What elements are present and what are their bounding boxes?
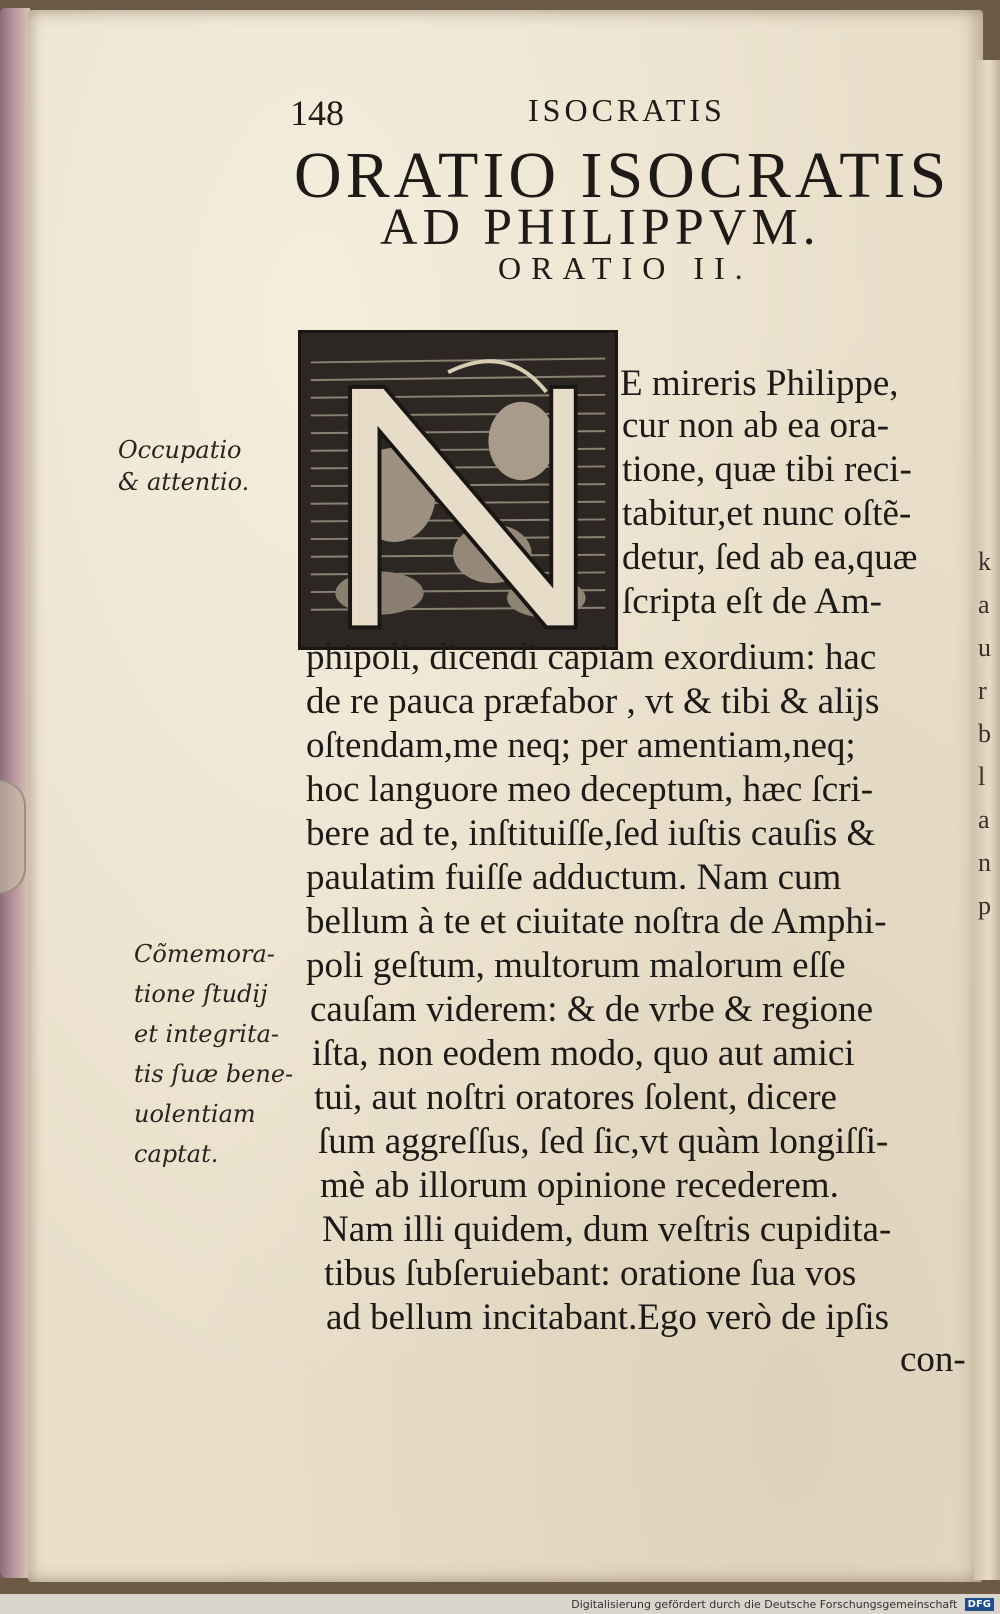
fragment: p [978, 891, 991, 920]
text-line: cauſam viderem: & de vrbe & regione [310, 989, 874, 1030]
catchword: con- [900, 1339, 966, 1380]
text-line: tui, aut noſtri oratores ſolent, dicere [314, 1077, 837, 1118]
running-title: ISOCRATIS [528, 92, 726, 128]
fragment: b [978, 719, 991, 748]
digitization-footer [0, 1594, 1000, 1614]
text-line: phipoli, dicendi capiam exordium: hac [306, 637, 877, 678]
text-line: oſtendam,me neq; per amentiam,neq; [306, 725, 856, 766]
fragment: l [978, 762, 986, 791]
fragment: u [978, 633, 991, 662]
margin-note-line: Cõmemora- [134, 940, 275, 968]
margin-note-line: Occupatio [118, 436, 242, 464]
text-line: tibus ſubſeruiebant: oratione ſua vos [324, 1253, 857, 1294]
fragment: a [978, 805, 990, 834]
margin-note-line: tione ſtudij [134, 980, 268, 1008]
text-line: tabitur,et nunc oſtẽ- [622, 493, 912, 534]
margin-note-line: et integrita- [134, 1020, 280, 1048]
footer-text: Digitalisierung gefördert durch die Deutsche Forschungsgemeinschaft [571, 1598, 958, 1611]
margin-note-line: tis ſuæ bene- [134, 1060, 294, 1088]
margin-note-line: captat. [134, 1140, 219, 1168]
fragment: n [978, 848, 991, 877]
text-line: detur, ſed ab ea,quæ [622, 537, 918, 578]
fragment: k [978, 547, 991, 576]
page-number: 148 [290, 93, 344, 133]
fragment: a [978, 590, 990, 619]
text-line: ad bellum incitabant.Ego verò de ipſis [326, 1297, 890, 1338]
text-line: paulatim fuiſſe adductum. Nam cum [306, 857, 842, 898]
text-line: cur non ab ea ora- [622, 405, 890, 446]
fragment: r [978, 676, 987, 705]
oration-title: ORATIO ISOCRATIS [294, 139, 951, 212]
text-line: ſum aggreſſus, ſed ſic,vt quàm longiſſi- [318, 1121, 889, 1162]
text-line: de re pauca præfabor , vt & tibi & alijs [306, 681, 880, 722]
margin-note [118, 434, 249, 498]
text-line: iſta, non eodem modo, quo aut amici [312, 1033, 855, 1074]
text-line: ſcripta eſt de Am- [622, 581, 882, 622]
text-line: tione, quæ tibi reci- [622, 449, 912, 490]
text-line: poli geſtum, multorum malorum eſſe [306, 945, 846, 986]
text-line: Nam illi quidem, dum veſtris cupidita- [322, 1209, 892, 1250]
text-line: mè ab illorum opinione recederem. [320, 1165, 839, 1206]
margin-note-line: & attentio. [118, 468, 250, 496]
text-line: bere ad te, inſtituiſſe,ſed iuſtis cauſis & [306, 813, 876, 854]
oration-addressee: AD PHILIPPVM. [380, 199, 821, 256]
text-line: E mireris Philippe, [620, 363, 899, 404]
margin-note [134, 934, 293, 1174]
text-line: bellum à te et ciuitate noſtra de Amphi- [306, 901, 887, 942]
margin-note-line: uolentiam [134, 1100, 256, 1128]
oration-number: ORATIO II. [498, 250, 753, 286]
dfg-logo-icon: DFG [965, 1598, 994, 1611]
text-line: hoc languore meo deceptum, hæc ſcri- [306, 769, 874, 810]
